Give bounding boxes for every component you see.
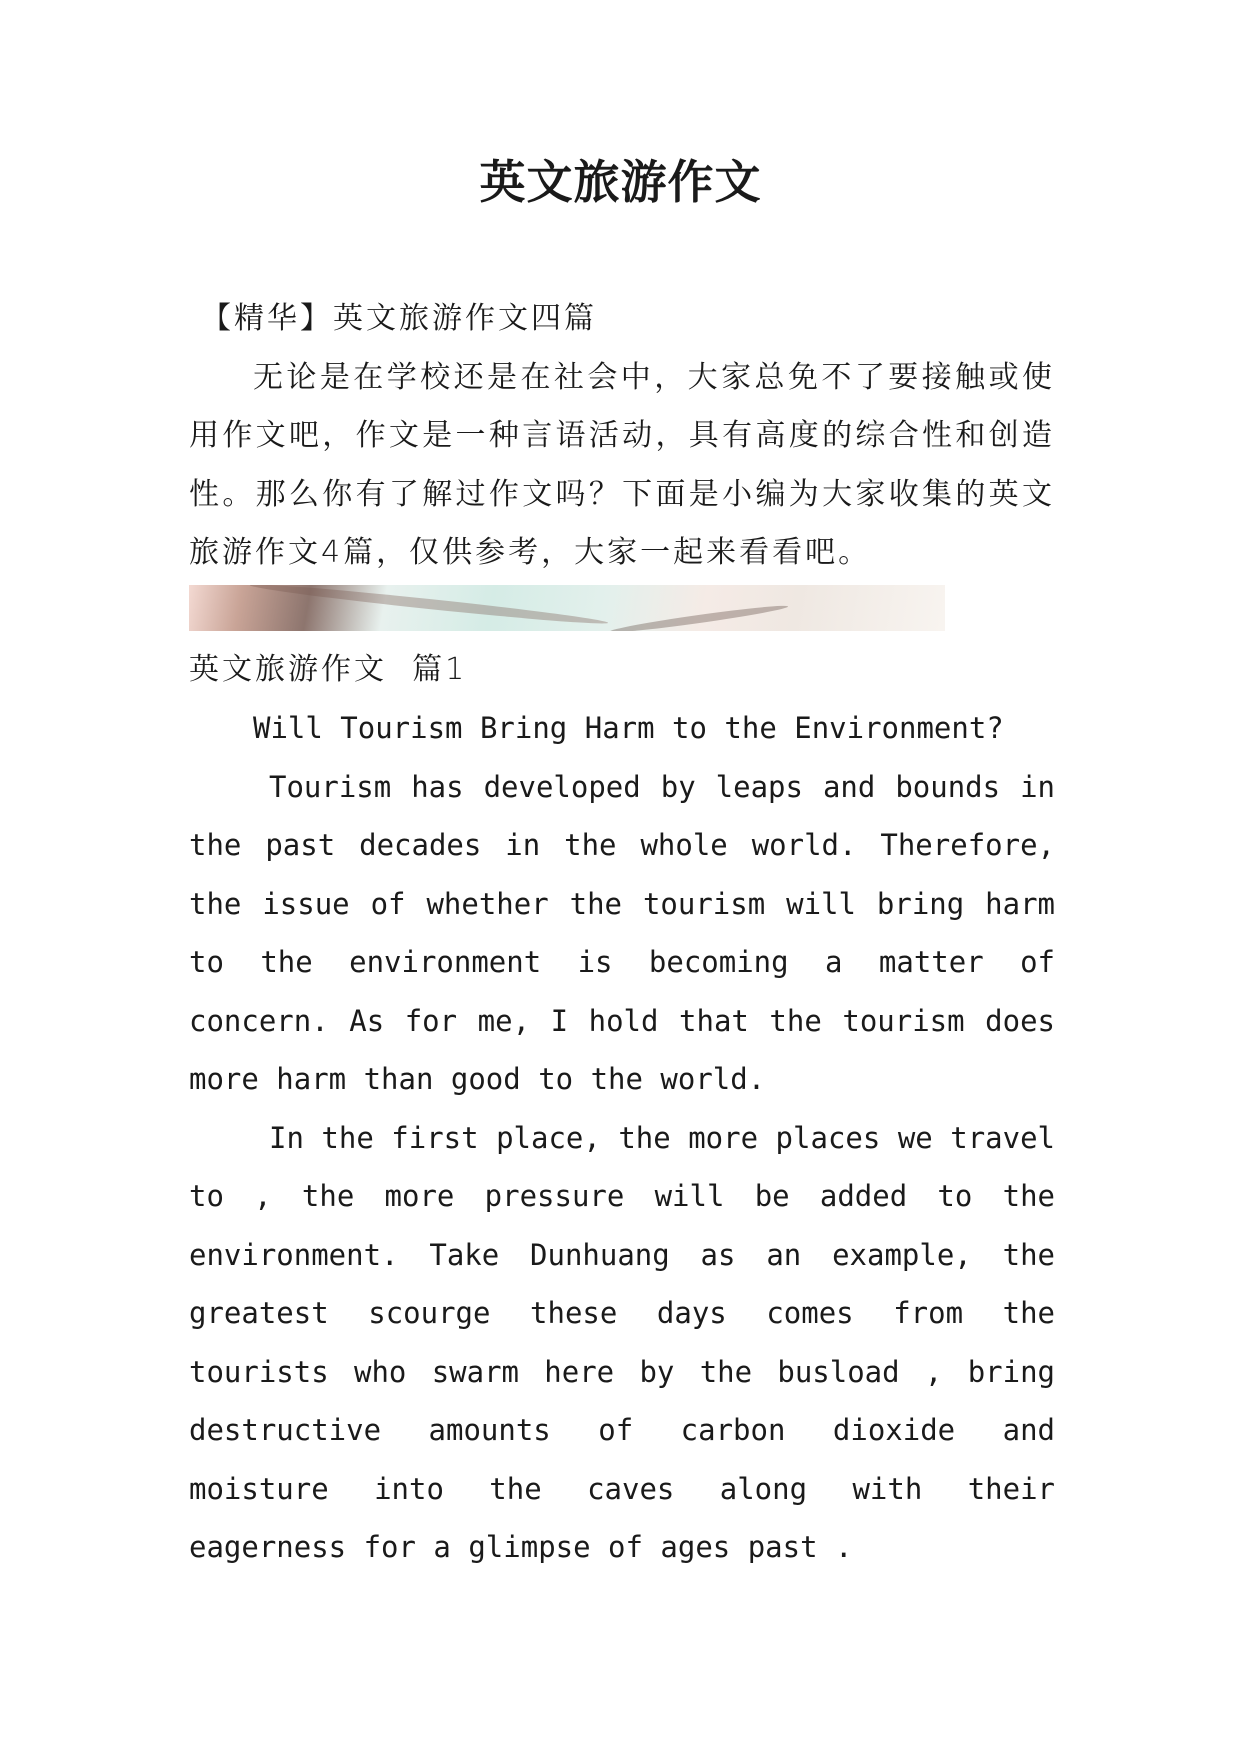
- banner-image-detail: [609, 602, 788, 630]
- intro-paragraph: 无论是在学校还是在社会中，大家总免不了要接触或使用作文吧，作文是一种言语活动，具有高度的综合性和创造性。那么你有了解过作文吗？下面是小编为大家收集的英文旅游作文4篇，仅供参考，大家一起来看看吧。: [189, 359, 1055, 570]
- banner-image: [189, 585, 945, 631]
- section-label: 英文旅游作文 篇1: [189, 651, 468, 687]
- document-heading: 【精华】英文旅游作文四篇: [201, 301, 597, 336]
- document-title: 英文旅游作文: [479, 155, 762, 209]
- essay-title: Will Tourism Bring Harm to the Environment?: [253, 711, 1004, 745]
- document-body: [189, 290, 1055, 1577]
- essay-paragraph-2: In the first place, the more places we travel to , the more pressure will be added to the environment. Take Dunhuang as an example, the greatest scourge these days comes from the tourists who swarm here by the busload , bring destructive amounts of carbon dioxide and moisture into the caves along with their eagerness for a glimpse of ages past .: [189, 1120, 1055, 1564]
- banner-image-detail: [249, 585, 608, 628]
- essay-paragraph-1: Tourism has developed by leaps and bounds in the past decades in the whole world. Therefore, the issue of whether the tourism will bring harm to the environment is becoming a matter of concern. As for me, I hold that the tourism does more harm than good to the world.: [189, 769, 1055, 1096]
